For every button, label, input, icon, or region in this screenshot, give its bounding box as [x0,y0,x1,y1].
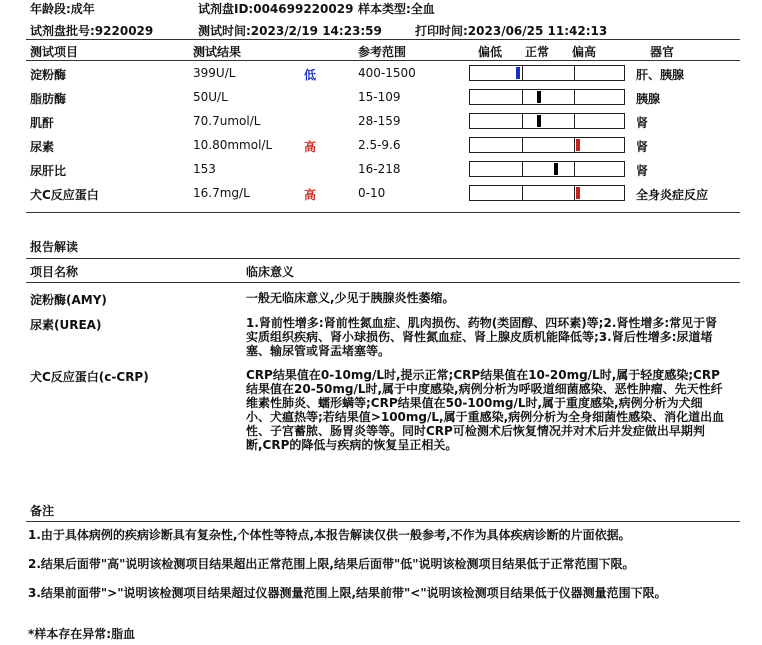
result-gauge [469,89,625,105]
interp-columns-divider [26,282,740,283]
result-organ: 肾 [636,116,649,130]
results-bottom-divider [26,212,740,213]
result-gauge [469,185,625,201]
result-item-name: 脂肪酶 [30,92,67,106]
reagent-id: 试剂盘ID:004699220029 [198,2,354,16]
interp-col-meaning: 临床意义 [246,265,295,279]
result-value: 10.80mmol/L [193,138,273,152]
result-item-name: 尿素 [30,140,55,154]
interp-item-crp: 犬C反应蛋白(c-CRP) [30,370,149,384]
notes-divider [26,521,740,522]
col-reference: 参考范围 [358,45,407,59]
age-group: 年龄段:成年 [30,2,95,16]
gauge-divider [522,66,523,80]
result-gauge [469,113,625,129]
result-gauge [469,161,625,177]
interp-text-urea: 1.肾前性增多:肾前性氮血症、肌肉损伤、药物(类固醇、四环素)等;2.肾性增多:常见于肾实质组织疾病、肾小球损伤、肾性氮血症、肾上腺皮质机能降低等;3.肾后性增多:尿道堵塞、输尿管或肾盂堵塞等。 [246,316,718,358]
gauge-marker [576,139,580,151]
columns-divider [26,60,740,61]
col-item: 测试项目 [30,45,79,59]
gauge-divider [522,138,523,152]
gauge-divider [574,66,575,80]
result-reference-range: 2.5-9.6 [358,138,401,152]
interp-item-urea: 尿素(UREA) [30,318,102,332]
reagent-batch: 试剂盘批号:9220029 [30,24,154,38]
gauge-marker [537,91,541,103]
print-time: 打印时间:2023/06/25 11:42:13 [415,24,608,38]
result-organ: 全身炎症反应 [636,188,709,202]
interpretation-divider [26,258,740,259]
result-value: 153 [193,162,216,176]
gauge-divider [522,186,523,200]
result-organ: 肝、胰腺 [636,68,685,82]
result-reference-range: 0-10 [358,186,386,200]
result-item-name: 肌酐 [30,116,55,130]
interpretation-title: 报告解读 [30,240,79,254]
result-reference-range: 16-218 [358,162,401,176]
result-reference-range: 400-1500 [358,66,416,80]
note-1: 1.由于具体病例的疾病诊断具有复杂性,个体性等特点,本报告解读仅供一般参考,不作为具体疾病诊断的片面依据。 [28,528,631,542]
result-organ: 肾 [636,140,649,154]
result-reference-range: 15-109 [358,90,401,104]
col-low: 偏低 [478,45,503,59]
result-item-name: 淀粉酶 [30,68,67,82]
gauge-divider [522,114,523,128]
result-flag: 低 [304,68,317,82]
gauge-marker [576,187,580,199]
result-gauge [469,65,625,81]
header-divider [26,39,740,40]
gauge-divider [574,90,575,104]
notes-title: 备注 [30,504,55,518]
test-time: 测试时间:2023/2/19 14:23:59 [198,24,382,38]
result-flag: 高 [304,188,317,202]
gauge-divider [522,162,523,176]
gauge-divider [574,162,575,176]
col-high: 偏高 [572,45,597,59]
col-organ: 器官 [650,45,675,59]
col-result: 测试结果 [193,45,242,59]
gauge-divider [522,90,523,104]
note-3: 3.结果前面带">"说明该检测项目结果超过仪器测量范围上限,结果前带"<"说明该检测项目结果低于仪器测量范围下限。 [28,586,667,600]
sample-type: 样本类型:全血 [358,2,435,16]
gauge-marker [537,115,541,127]
result-gauge [469,137,625,153]
sample-abnormal: *样本存在异常:脂血 [28,627,136,641]
interp-text-crp: CRP结果值在0-10mg/L时,提示正常;CRP结果值在10-20mg/L时,属于轻度感染;CRP结果值在20-50mg/L时,属于中度感染,病例分析为呼吸道细菌感染、恶性肿瘤、先天性纤维素性肺炎、蠕形螨等;CRP结果值在50-100mg/L时,属于重度感染,病例分析为犬细小、犬瘟热等;若结果值>100mg/L,属于重感染,病例分析为全身细菌性感染、消化道出血性、子宫蓄脓、肠胃炎等等。同时CRP可检测术后恢复情况并对术后并发症做出早期判断,CRP的降低与疾病的恢复呈正相关。 [246,368,725,452]
result-value: 70.7umol/L [193,114,261,128]
result-value: 16.7mg/L [193,186,250,200]
result-item-name: 尿肝比 [30,164,67,178]
result-value: 50U/L [193,90,228,104]
note-2: 2.结果后面带"高"说明该检测项目结果超出正常范围上限,结果后面带"低"说明该检测项目结果低于正常范围下限。 [28,557,635,571]
interp-text-amy: 一般无临床意义,少见于胰腺炎性萎缩。 [246,291,455,305]
interp-item-amy: 淀粉酶(AMY) [30,293,107,307]
gauge-marker [516,67,520,79]
gauge-marker [554,163,558,175]
result-organ: 胰腺 [636,92,661,106]
result-value: 399U/L [193,66,236,80]
gauge-divider [574,114,575,128]
result-item-name: 犬C反应蛋白 [30,188,99,202]
result-organ: 肾 [636,164,649,178]
result-flag: 高 [304,140,317,154]
interp-col-item: 项目名称 [30,265,79,279]
result-reference-range: 28-159 [358,114,401,128]
col-normal: 正常 [525,45,550,59]
